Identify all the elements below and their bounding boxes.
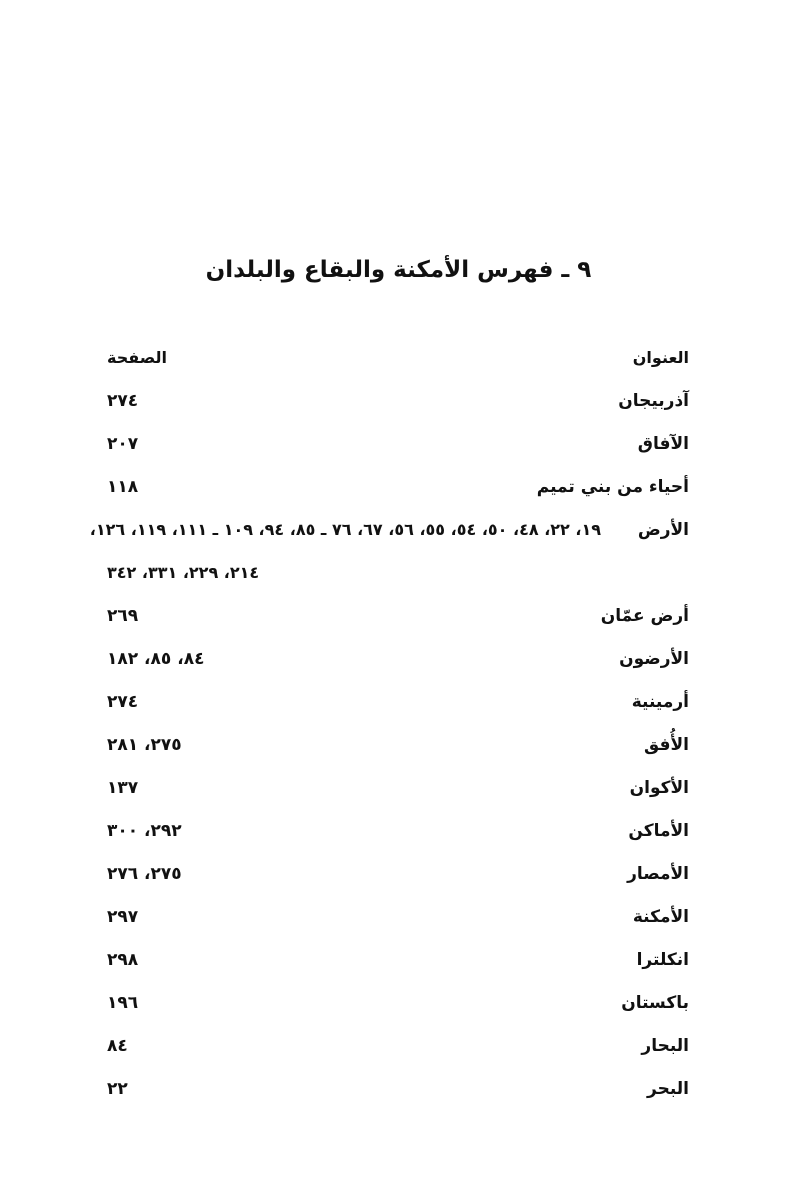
entry-pages: ٨٤، ٨٥، ١٨٢ (107, 649, 205, 669)
entry-pages: ٢٩٢، ٣٠٠ (107, 821, 182, 841)
entry-pages: ٢٧٥، ٢٨١ (107, 735, 182, 755)
entry-pages: ١١٨ (107, 477, 139, 497)
index-entry (107, 426, 689, 469)
entry-title: الأمصار (627, 864, 689, 884)
entry-title: الأرضون (619, 649, 689, 669)
entry-title: أرمينية (631, 692, 689, 712)
index-entry (107, 469, 689, 512)
entry-pages: ٢٢ (107, 1079, 128, 1099)
index-entry (107, 899, 689, 942)
index-entry (107, 856, 689, 899)
index-entry (107, 813, 689, 856)
index-entry (107, 598, 689, 641)
entry-title: انكلترا (636, 950, 689, 970)
entry-title: الأماكن (628, 821, 689, 841)
index-entry-continuation (107, 555, 689, 598)
entry-title: البحر (647, 1079, 689, 1099)
entry-title: الأُفق (644, 735, 689, 755)
index-entry (107, 770, 689, 813)
entry-pages: ٢٠٧ (107, 434, 139, 454)
index-entry (107, 1071, 689, 1114)
index-entry (107, 727, 689, 770)
entry-title: آذربيجان (618, 391, 689, 411)
entry-pages: ٢٧٤ (107, 391, 139, 411)
entry-pages-continuation: ٢١٤، ٢٢٩، ٣٣١، ٣٤٢ (107, 563, 260, 582)
index-entry (107, 641, 689, 684)
entry-title: الأكوان (629, 778, 689, 798)
entry-title: الآفاق (637, 434, 689, 454)
entry-pages: ٢٩٧ (107, 907, 139, 927)
entry-pages: ٢٩٨ (107, 950, 139, 970)
entry-title: البحار (641, 1036, 689, 1056)
entry-title: باكستان (621, 993, 689, 1013)
index-entry (107, 942, 689, 985)
entry-pages: ٢٦٩ (107, 606, 139, 626)
index-table (89, 340, 689, 1114)
entry-pages: ١٩، ٢٢، ٤٨، ٥٠، ٥٤، ٥٥، ٥٦، ٦٧، ٧٦ ـ ٨٥، ٩٤، ١٠٩ ـ ١١١، ١١٩، ١٢٦، (89, 520, 601, 539)
entry-title: الأرض (637, 520, 689, 540)
pages-column-header: الصفحة (107, 348, 168, 367)
entry-title: أرض عمّان (600, 606, 689, 626)
entry-pages: ٢٧٤ (107, 692, 139, 712)
index-entry (89, 512, 689, 555)
title-column-header: العنوان (632, 348, 689, 367)
index-entry (107, 985, 689, 1028)
entry-pages: ٢٧٥، ٢٧٦ (107, 864, 182, 884)
page-title: ٩ ـ فهرس الأمكنة والبقاع والبلدان (205, 257, 592, 283)
index-entry (107, 684, 689, 727)
index-entry (107, 383, 689, 426)
entry-pages: ١٩٦ (107, 993, 139, 1013)
index-entry (107, 1028, 689, 1071)
table-header-row (107, 340, 689, 383)
entry-pages: ٨٤ (107, 1036, 128, 1056)
entry-pages: ١٣٧ (107, 778, 139, 798)
entry-title: الأمكنة (632, 907, 689, 927)
entry-title: أحياء من بني تميم (536, 477, 689, 497)
